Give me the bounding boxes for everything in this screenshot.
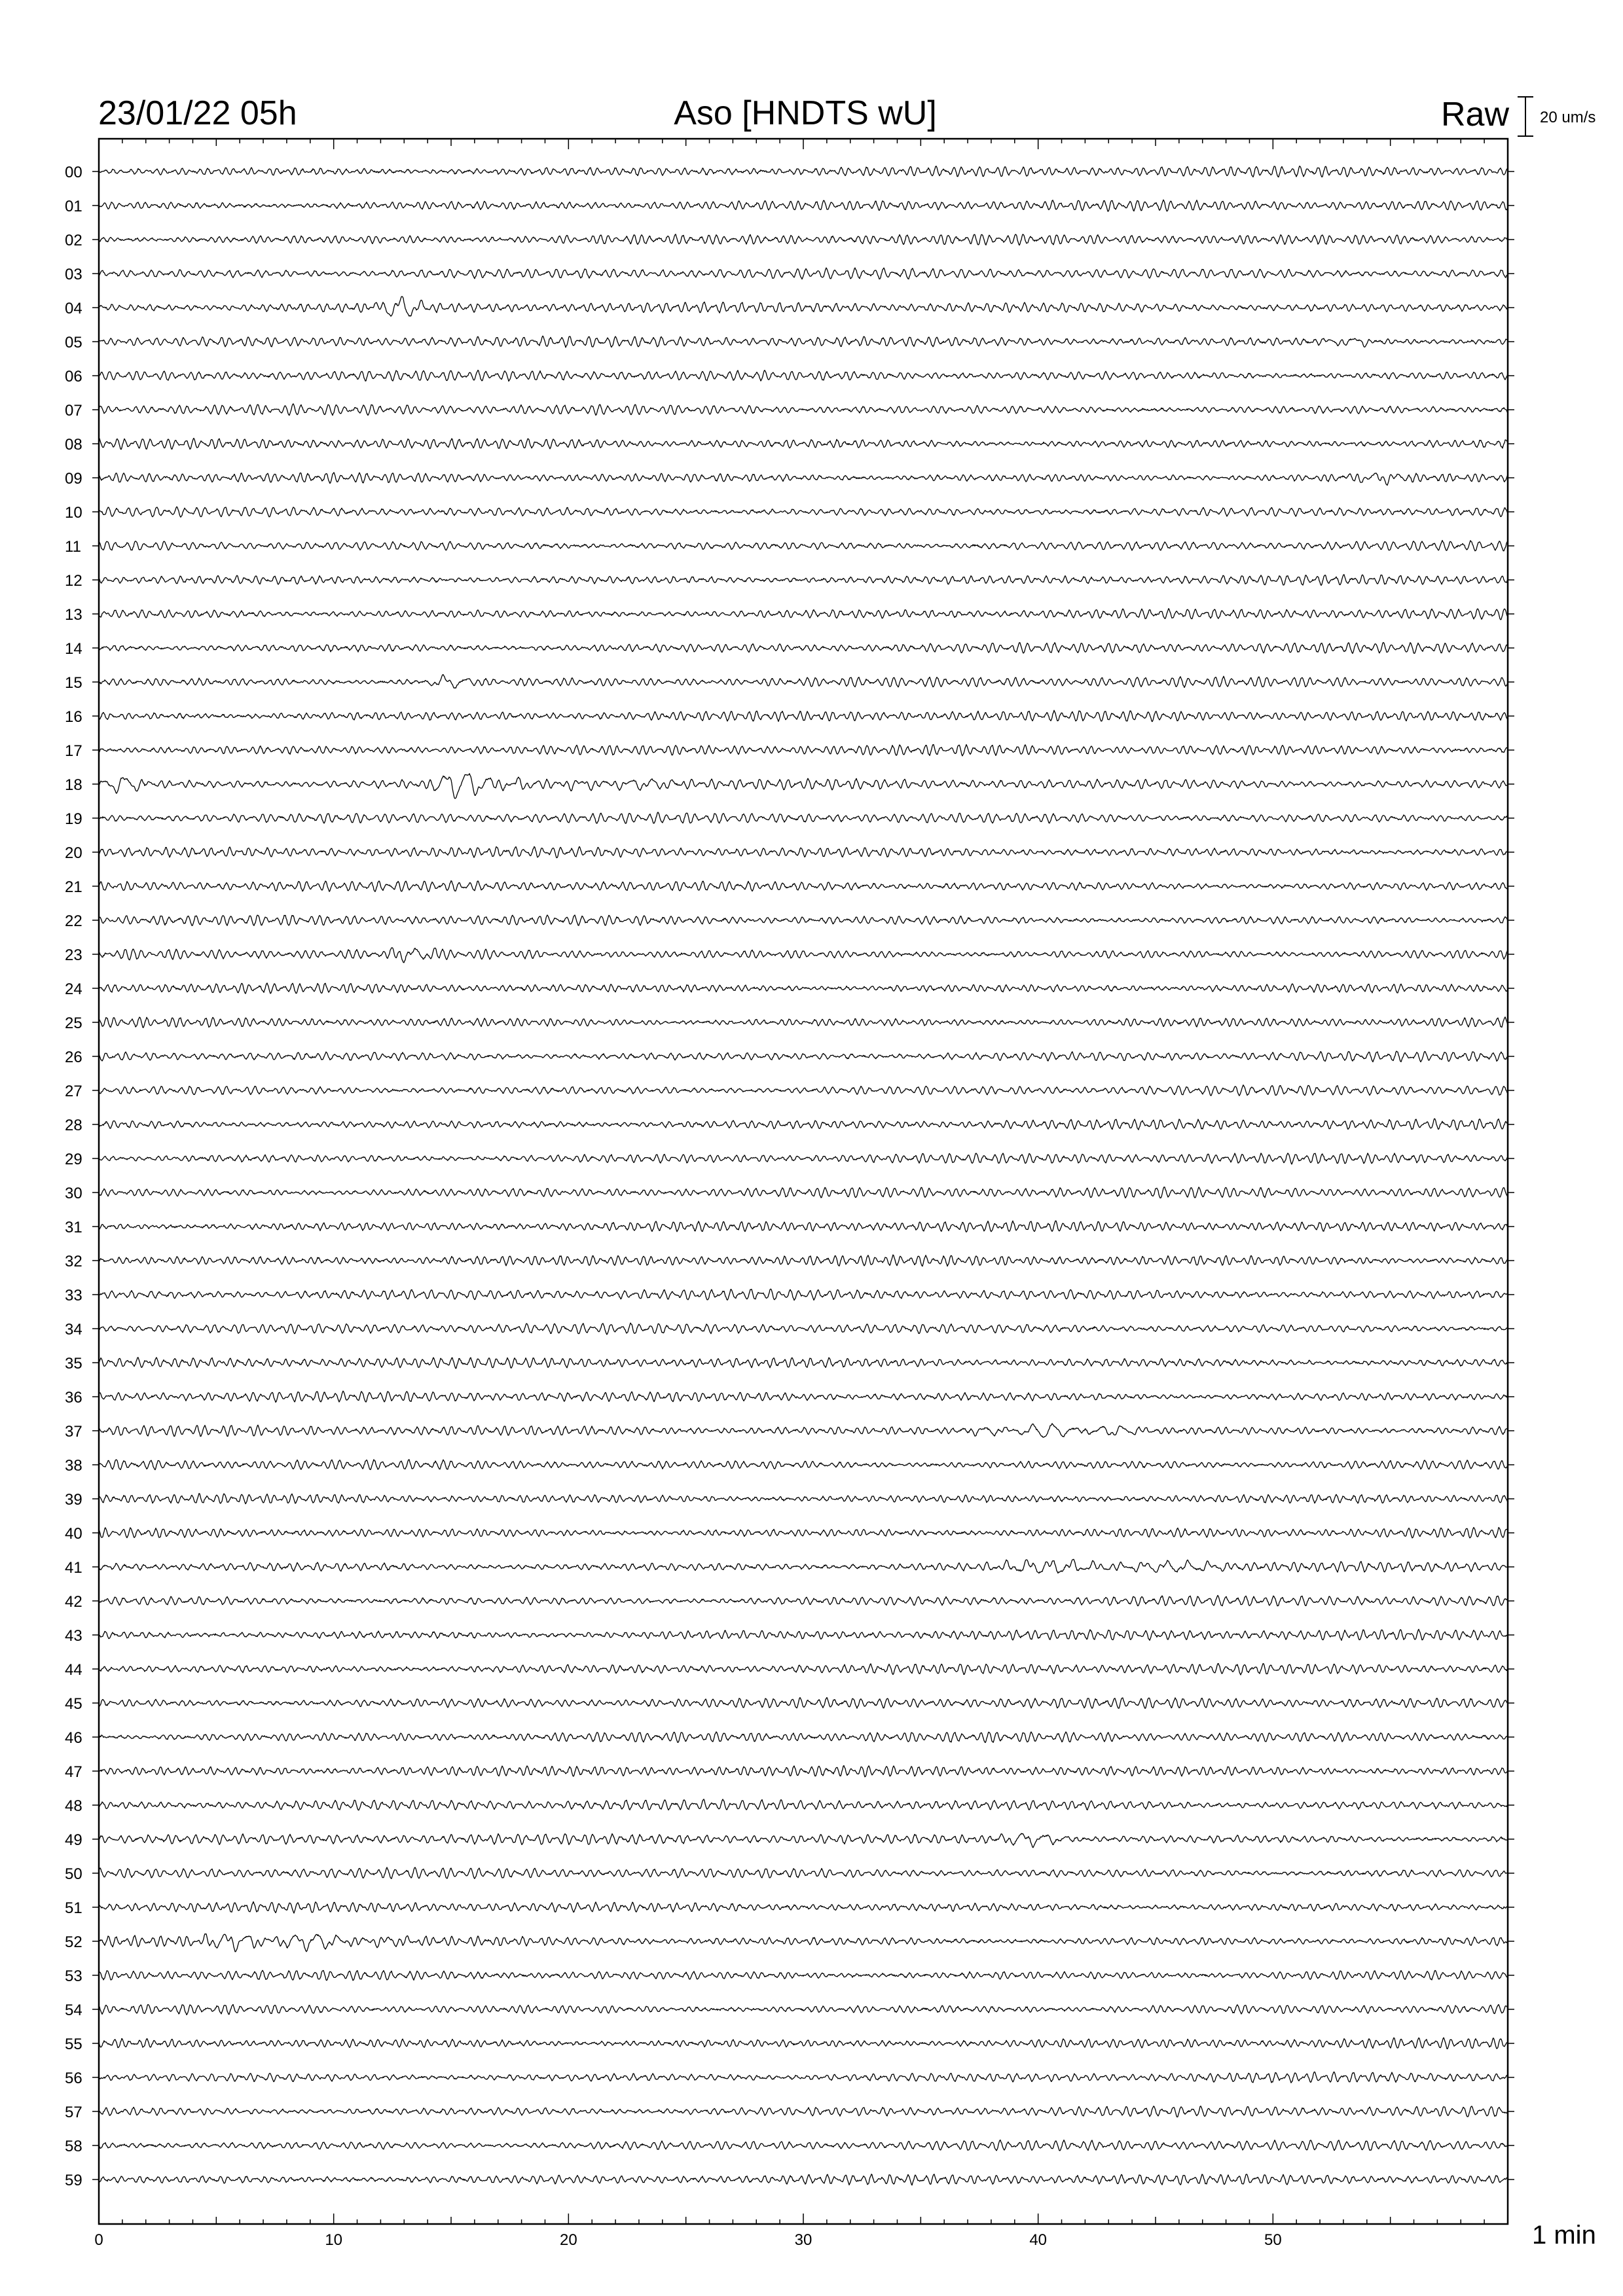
row-label-47: 47 bbox=[65, 1763, 82, 1781]
trace-49 bbox=[99, 1833, 1508, 1848]
row-label-44: 44 bbox=[65, 1661, 82, 1679]
trace-29 bbox=[99, 1153, 1508, 1164]
row-label-45: 45 bbox=[65, 1695, 82, 1713]
row-label-08: 08 bbox=[65, 436, 82, 454]
row-label-40: 40 bbox=[65, 1525, 82, 1543]
trace-40 bbox=[99, 1528, 1508, 1538]
trace-34 bbox=[99, 1323, 1508, 1335]
row-label-52: 52 bbox=[65, 1933, 82, 1951]
trace-08 bbox=[99, 439, 1508, 450]
date-label: 23/01/22 05h bbox=[98, 94, 297, 132]
row-label-03: 03 bbox=[65, 266, 82, 283]
trace-53 bbox=[99, 1970, 1508, 1980]
row-label-26: 26 bbox=[65, 1049, 82, 1066]
row-label-28: 28 bbox=[65, 1117, 82, 1134]
row-label-11: 11 bbox=[65, 538, 81, 556]
row-label-42: 42 bbox=[65, 1593, 82, 1611]
row-label-25: 25 bbox=[65, 1014, 82, 1032]
trace-55 bbox=[99, 2037, 1508, 2049]
trace-13 bbox=[99, 609, 1508, 620]
trace-07 bbox=[99, 404, 1508, 416]
trace-48 bbox=[99, 1799, 1508, 1810]
row-label-46: 46 bbox=[65, 1729, 82, 1747]
trace-00 bbox=[99, 166, 1508, 177]
row-label-22: 22 bbox=[65, 912, 82, 930]
row-label-02: 02 bbox=[65, 232, 82, 249]
row-label-51: 51 bbox=[65, 1899, 82, 1917]
x-tick-label-30: 30 bbox=[794, 2231, 812, 2249]
trace-44 bbox=[99, 1664, 1508, 1675]
row-label-19: 19 bbox=[65, 810, 82, 828]
trace-43 bbox=[99, 1629, 1508, 1640]
row-label-41: 41 bbox=[65, 1559, 82, 1577]
trace-37 bbox=[99, 1424, 1508, 1437]
row-label-14: 14 bbox=[65, 640, 82, 658]
row-label-24: 24 bbox=[65, 980, 82, 998]
row-label-33: 33 bbox=[65, 1287, 82, 1304]
row-label-35: 35 bbox=[65, 1355, 82, 1372]
trace-35 bbox=[99, 1357, 1508, 1369]
trace-21 bbox=[99, 881, 1508, 892]
trace-24 bbox=[99, 983, 1508, 994]
row-label-10: 10 bbox=[65, 504, 82, 522]
row-label-06: 06 bbox=[65, 368, 82, 386]
x-tick-label-0: 0 bbox=[94, 2231, 103, 2249]
trace-51 bbox=[99, 1902, 1508, 1914]
row-label-21: 21 bbox=[65, 878, 82, 896]
trace-17 bbox=[99, 745, 1508, 756]
trace-31 bbox=[99, 1221, 1508, 1232]
trace-42 bbox=[99, 1596, 1508, 1606]
row-label-18: 18 bbox=[65, 776, 82, 794]
trace-59 bbox=[99, 2174, 1508, 2185]
minute-ticks bbox=[99, 139, 1508, 2224]
row-label-17: 17 bbox=[65, 742, 82, 760]
trace-15 bbox=[99, 675, 1508, 689]
row-label-29: 29 bbox=[65, 1151, 82, 1168]
traces bbox=[92, 166, 1514, 2185]
x-axis-label: 1 min bbox=[1532, 2221, 1596, 2250]
trace-25 bbox=[99, 1017, 1508, 1028]
plot-frame bbox=[99, 139, 1508, 2224]
row-label-50: 50 bbox=[65, 1865, 82, 1883]
row-label-39: 39 bbox=[65, 1491, 82, 1509]
trace-52 bbox=[99, 1934, 1508, 1952]
row-label-07: 07 bbox=[65, 402, 82, 420]
trace-30 bbox=[99, 1187, 1508, 1198]
trace-26 bbox=[99, 1051, 1508, 1062]
row-label-13: 13 bbox=[65, 606, 82, 624]
trace-20 bbox=[99, 847, 1508, 858]
trace-02 bbox=[99, 234, 1508, 245]
trace-01 bbox=[99, 200, 1508, 211]
row-label-53: 53 bbox=[65, 1967, 82, 1985]
trace-45 bbox=[99, 1698, 1508, 1709]
trace-54 bbox=[99, 2005, 1508, 2015]
row-label-00: 00 bbox=[65, 164, 82, 181]
x-tick-label-20: 20 bbox=[559, 2231, 577, 2249]
row-label-31: 31 bbox=[65, 1219, 82, 1236]
row-label-04: 04 bbox=[65, 300, 82, 317]
trace-11 bbox=[99, 541, 1508, 551]
row-label-49: 49 bbox=[65, 1831, 82, 1849]
row-label-01: 01 bbox=[65, 198, 82, 215]
row-label-05: 05 bbox=[65, 334, 82, 351]
row-label-32: 32 bbox=[65, 1253, 82, 1270]
row-label-30: 30 bbox=[65, 1185, 82, 1202]
amplitude-scale-bar bbox=[1518, 97, 1533, 136]
trace-46 bbox=[99, 1732, 1508, 1742]
row-label-43: 43 bbox=[65, 1627, 82, 1645]
trace-32 bbox=[99, 1255, 1508, 1266]
mode-label: Raw bbox=[1440, 96, 1509, 134]
trace-10 bbox=[99, 507, 1508, 517]
row-label-58: 58 bbox=[65, 2138, 82, 2155]
trace-58 bbox=[99, 2140, 1508, 2151]
row-label-12: 12 bbox=[65, 572, 82, 590]
row-label-09: 09 bbox=[65, 470, 82, 488]
trace-23 bbox=[99, 948, 1508, 963]
row-label-36: 36 bbox=[65, 1389, 82, 1407]
row-label-55: 55 bbox=[65, 2036, 82, 2053]
trace-27 bbox=[99, 1085, 1508, 1096]
trace-03 bbox=[99, 268, 1508, 279]
row-label-34: 34 bbox=[65, 1321, 82, 1338]
row-label-20: 20 bbox=[65, 844, 82, 862]
row-labels bbox=[65, 164, 82, 2189]
amplitude-scale-label: 20 um/s bbox=[1540, 109, 1596, 126]
row-label-57: 57 bbox=[65, 2104, 82, 2121]
trace-18 bbox=[99, 774, 1508, 798]
trace-12 bbox=[99, 575, 1508, 586]
trace-22 bbox=[99, 915, 1508, 925]
trace-41 bbox=[99, 1559, 1508, 1573]
station-title: Aso [HNDTS wU] bbox=[674, 94, 937, 132]
trace-39 bbox=[99, 1494, 1508, 1504]
x-tick-labels bbox=[94, 2231, 1281, 2249]
trace-28 bbox=[99, 1119, 1508, 1130]
trace-09 bbox=[99, 473, 1508, 486]
trace-04 bbox=[99, 296, 1508, 316]
trace-19 bbox=[99, 812, 1508, 823]
row-label-15: 15 bbox=[65, 674, 82, 692]
row-label-59: 59 bbox=[65, 2172, 82, 2189]
trace-38 bbox=[99, 1460, 1508, 1470]
row-label-56: 56 bbox=[65, 2070, 82, 2087]
row-label-23: 23 bbox=[65, 946, 82, 964]
trace-14 bbox=[99, 643, 1508, 654]
row-label-48: 48 bbox=[65, 1797, 82, 1815]
row-label-27: 27 bbox=[65, 1083, 82, 1100]
trace-06 bbox=[99, 370, 1508, 382]
trace-57 bbox=[99, 2106, 1508, 2117]
row-label-37: 37 bbox=[65, 1423, 82, 1441]
trace-50 bbox=[99, 1867, 1508, 1878]
trace-16 bbox=[99, 710, 1508, 721]
trace-56 bbox=[99, 2072, 1508, 2083]
trace-05 bbox=[99, 336, 1508, 348]
trace-33 bbox=[99, 1289, 1508, 1300]
x-tick-label-50: 50 bbox=[1264, 2231, 1282, 2249]
trace-36 bbox=[99, 1391, 1508, 1402]
trace-47 bbox=[99, 1766, 1508, 1777]
x-tick-label-10: 10 bbox=[325, 2231, 343, 2249]
row-label-38: 38 bbox=[65, 1457, 82, 1475]
row-label-16: 16 bbox=[65, 708, 82, 726]
x-tick-label-40: 40 bbox=[1029, 2231, 1048, 2249]
row-label-54: 54 bbox=[65, 2001, 82, 2019]
